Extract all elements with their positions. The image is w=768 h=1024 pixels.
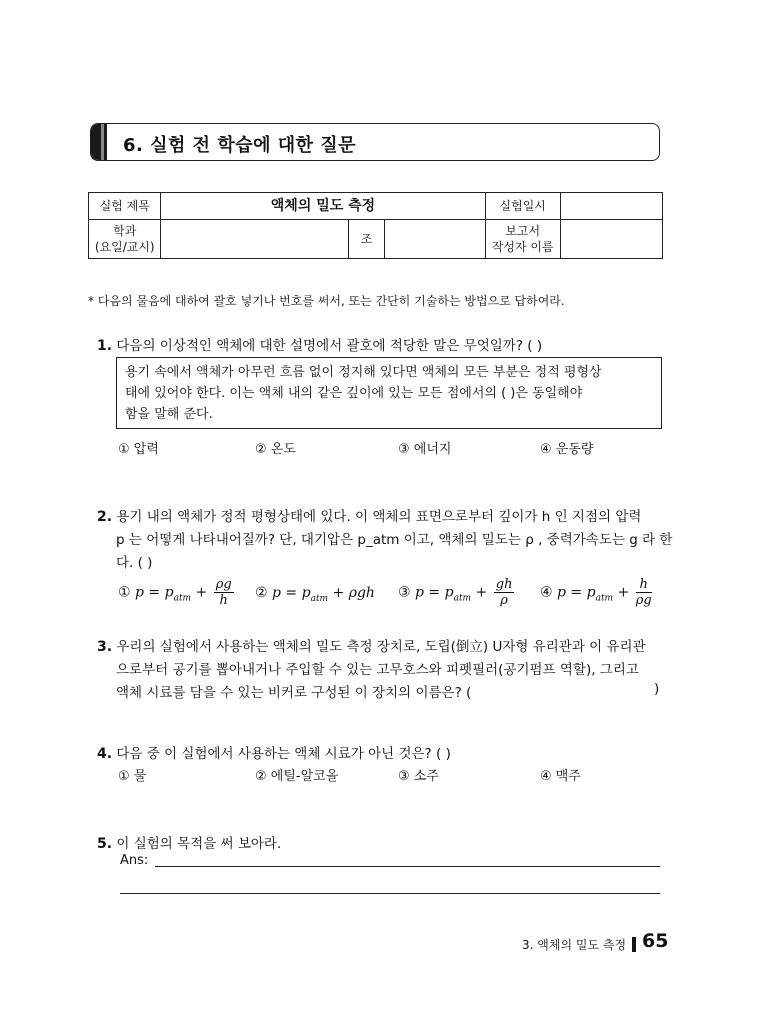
label-experiment-date: 실험일시 bbox=[485, 193, 560, 220]
q2-option-3[interactable]: ③ $p = p_{atm}$ + $\frac{gh}{\rho}$ bbox=[398, 577, 513, 608]
fraction: $\frac{gh}{\rho}$ bbox=[495, 577, 513, 608]
footer-chapter: 3. 액체의 밀도 측정 bbox=[522, 938, 627, 952]
q2-option-1[interactable]: ① $p = p_{atm}$ + $\frac{\rho g}{h}$ bbox=[118, 577, 232, 608]
experiment-date-cell[interactable] bbox=[560, 193, 662, 220]
question-1-box-line: 태에 있어야 한다. 이는 액체 내의 같은 깊이에 있는 모든 점에서의 ( )은 동일해야 bbox=[125, 386, 583, 401]
section-header bbox=[90, 123, 660, 161]
question-3-line-1 bbox=[97, 635, 646, 655]
experiment-info-table bbox=[88, 192, 663, 259]
q2-option-4[interactable]: ④ $p = p_{atm}$ + $\frac{h}{\rho g}$ bbox=[540, 577, 652, 608]
q1-option-3[interactable]: ③ 에너지 bbox=[398, 442, 452, 457]
question-3-line-2: 으로부터 공기를 뽑아내거나 주입할 수 있는 고무호스와 피펫필러(공기펌프 역할), 그리고 bbox=[116, 662, 639, 678]
label-experiment-title: 실험 제목 bbox=[89, 193, 161, 220]
question-1-box bbox=[116, 357, 662, 429]
q1-option-1[interactable]: ① 압력 bbox=[118, 442, 159, 457]
question-5 bbox=[97, 832, 281, 852]
question-3-number: 3. bbox=[97, 639, 113, 655]
question-3-text: 우리의 실험에서 사용하는 액체의 밀도 측정 장치로, 도립(倒立) U자형 유리관과 이 유리관 bbox=[116, 639, 646, 655]
question-4 bbox=[97, 742, 451, 762]
fraction: $\frac{h}{\rho g}$ bbox=[635, 577, 652, 608]
question-4-number: 4. bbox=[97, 746, 113, 762]
label-department: 학과 (요일/교시) bbox=[89, 220, 161, 259]
question-3-line-3: 액체 시료를 담을 수 있는 비커로 구성된 이 장치의 이름은? ( bbox=[116, 685, 472, 701]
group-cell[interactable] bbox=[385, 220, 485, 259]
page-number: 65 bbox=[642, 930, 669, 952]
header-tab-decoration bbox=[91, 124, 107, 160]
question-5-text: 이 실험의 목적을 써 보아라. bbox=[116, 836, 282, 852]
question-2-text: 용기 내의 액체가 정적 평형상태에 있다. 이 액체의 표면으로부터 깊이가 h 인 지점의 압력 bbox=[116, 509, 642, 525]
q2-option-2[interactable]: ② $p = p_{atm} + \rho gh$ bbox=[255, 585, 375, 604]
question-2-number: 2. bbox=[97, 509, 113, 525]
section-title: 6. 실험 전 학습에 대한 질문 bbox=[123, 135, 357, 156]
answer-label: Ans: bbox=[120, 853, 149, 868]
report-author-cell[interactable] bbox=[560, 220, 662, 259]
question-5-number: 5. bbox=[97, 836, 113, 852]
answer-line-2[interactable] bbox=[120, 893, 660, 894]
question-1-text: 다음의 이상적인 액체에 대한 설명에서 괄호에 적당한 말은 무엇일까? ( ) bbox=[116, 338, 543, 354]
footer-divider bbox=[632, 937, 636, 952]
question-2-line-1 bbox=[97, 505, 641, 525]
q4-option-3[interactable]: ③ 소주 bbox=[398, 769, 439, 784]
q1-option-2[interactable]: ② 온도 bbox=[255, 442, 296, 457]
label-report-author: 보고서 작성자 이름 bbox=[485, 220, 560, 259]
question-2-line-3: 다. ( ) bbox=[116, 555, 153, 571]
department-cell[interactable] bbox=[161, 220, 348, 259]
question-4-text: 다음 중 이 실험에서 사용하는 액체 시료가 아닌 것은? ( ) bbox=[116, 746, 451, 762]
question-2-line-2: p 는 어떻게 나타내어질까? 단, 대기압은 p_atm 이고, 액체의 밀도는 ρ , 중력가속도는 g 라 한 bbox=[116, 532, 673, 548]
q1-option-4[interactable]: ④ 운동량 bbox=[540, 442, 594, 457]
question-1-number: 1. bbox=[97, 338, 113, 354]
label-group: 조 bbox=[348, 220, 385, 259]
instructions: * 다음의 물음에 대하여 괄호 넣기나 번호를 써서, 또는 간단히 기술하는 방법으로 답하여라. bbox=[88, 294, 565, 308]
question-3-close-paren: ) bbox=[654, 681, 660, 697]
answer-line-1[interactable] bbox=[155, 866, 660, 867]
question-1-box-line: 함을 말해 준다. bbox=[125, 407, 213, 422]
fraction: $\frac{\rho g}{h}$ bbox=[215, 577, 232, 608]
question-1-box-line: 용기 속에서 액체가 아무런 흐름 없이 정지해 있다면 액체의 모든 부분은 정적 평형상 bbox=[125, 365, 602, 380]
question-1 bbox=[97, 334, 542, 354]
q4-option-4[interactable]: ④ 맥주 bbox=[540, 769, 581, 784]
experiment-title: 액체의 밀도 측정 bbox=[161, 193, 485, 220]
q4-option-1[interactable]: ① 물 bbox=[118, 769, 147, 784]
q4-option-2[interactable]: ② 에틸-알코올 bbox=[255, 769, 339, 784]
